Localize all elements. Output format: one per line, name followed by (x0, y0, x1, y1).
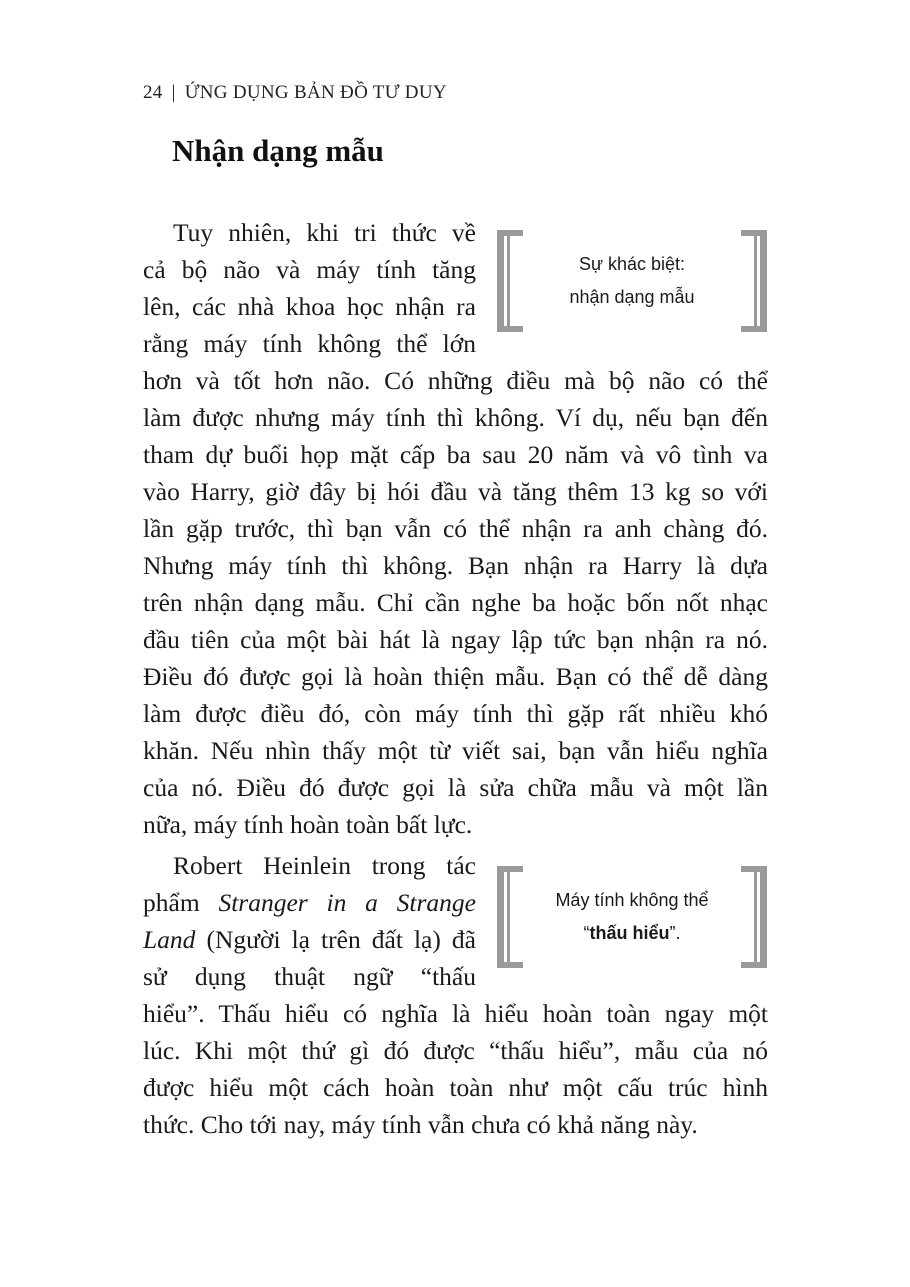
text-line: làm được nhưng máy tính thì không. Ví dụ, nếu bạn đến (143, 403, 768, 432)
header-separator: | (171, 82, 176, 103)
pull-quote-line: nhận dạng mẫu (569, 287, 695, 307)
text-line: sử dụng thuật ngữ “thấu (143, 962, 476, 991)
text-line (143, 921, 476, 958)
text-line: vào Harry, giờ đây bị hói đầu và tăng thêm 13 kg so với (143, 477, 768, 506)
text-line: lần gặp trước, thì bạn vẫn có thể nhận ra anh chàng đó. (143, 514, 768, 543)
paragraph-2-body (143, 995, 768, 1143)
text-line: Robert Heinlein trong tác (173, 851, 476, 880)
quote-mark: “ (583, 923, 590, 943)
text-line (143, 884, 476, 921)
pull-quote-line: Sự khác biệt: (578, 254, 686, 274)
pull-quote-line (584, 917, 681, 950)
book-title-italic: Stranger in a Strange (218, 888, 476, 917)
paragraph-1-intro (143, 214, 476, 362)
emphasis: thấu hiểu (589, 923, 670, 943)
book-title: ỨNG DỤNG BẢN ĐỒ TƯ DUY (184, 82, 447, 103)
text-line: Điều đó được gọi là hoàn thiện mẫu. Bạn có thể dễ dàng (143, 662, 768, 691)
text-line: hiểu”. Thấu hiểu có nghĩa là hiểu hoàn toàn ngay một (143, 999, 768, 1028)
book-title-italic: Land (143, 925, 196, 954)
text-line: Nhưng máy tính thì không. Bạn nhận ra Harry là dựa (143, 551, 768, 580)
paragraph-1-body (143, 362, 768, 843)
left-bracket-ornament (497, 866, 523, 968)
text-line: khăn. Nếu nhìn thấy một từ viết sai, bạn vẫn hiểu nghĩa (143, 736, 768, 765)
quote-mark: ”. (669, 923, 681, 943)
text-line: lên, các nhà khoa học nhận ra (143, 292, 476, 321)
text-line: Tuy nhiên, khi tri thức về (173, 218, 476, 247)
text-line: đầu tiên của một bài hát là ngay lập tức bạn nhận ra nó. (143, 625, 768, 654)
text-line: tham dự buổi họp mặt cấp ba sau 20 năm và vô tình va (143, 440, 768, 469)
right-bracket-ornament (741, 230, 767, 332)
text-line: làm được điều đó, còn máy tính thì gặp rất nhiều khó (143, 699, 768, 728)
text-run: phẩm (143, 888, 219, 917)
pull-quote-line: Máy tính không thể (555, 890, 709, 910)
text-line: lúc. Khi một thứ gì đó được “thấu hiểu”, mẫu của nó (143, 1036, 768, 1065)
text-line: nữa, máy tính hoàn toàn bất lực. (143, 810, 473, 839)
text-line: trên nhận dạng mẫu. Chỉ cần nghe ba hoặc bốn nốt nhạc (143, 588, 768, 617)
running-head (143, 82, 447, 104)
text-line: được hiểu một cách hoàn toàn như một cấu trúc hình (143, 1073, 768, 1102)
text-line: thức. Cho tới nay, máy tính vẫn chưa có khả năng này. (143, 1110, 698, 1139)
left-bracket-ornament (497, 230, 523, 332)
pull-quote-grok (497, 866, 767, 968)
text-line: cả bộ não và máy tính tăng (143, 255, 476, 284)
page-number: 24 (143, 82, 163, 103)
text-line: hơn và tốt hơn não. Có những điều mà bộ não có thể (143, 366, 768, 395)
text-line: rằng máy tính không thể lớn (143, 329, 476, 358)
text-run: (Người lạ trên đất lạ) đã (195, 925, 476, 954)
text-line: của nó. Điều đó được gọi là sửa chữa mẫu và một lần (143, 773, 768, 802)
paragraph-2-intro (143, 847, 476, 995)
pull-quote-pattern-recognition (497, 230, 767, 332)
right-bracket-ornament (741, 866, 767, 968)
section-title: Nhận dạng mẫu (172, 133, 384, 168)
